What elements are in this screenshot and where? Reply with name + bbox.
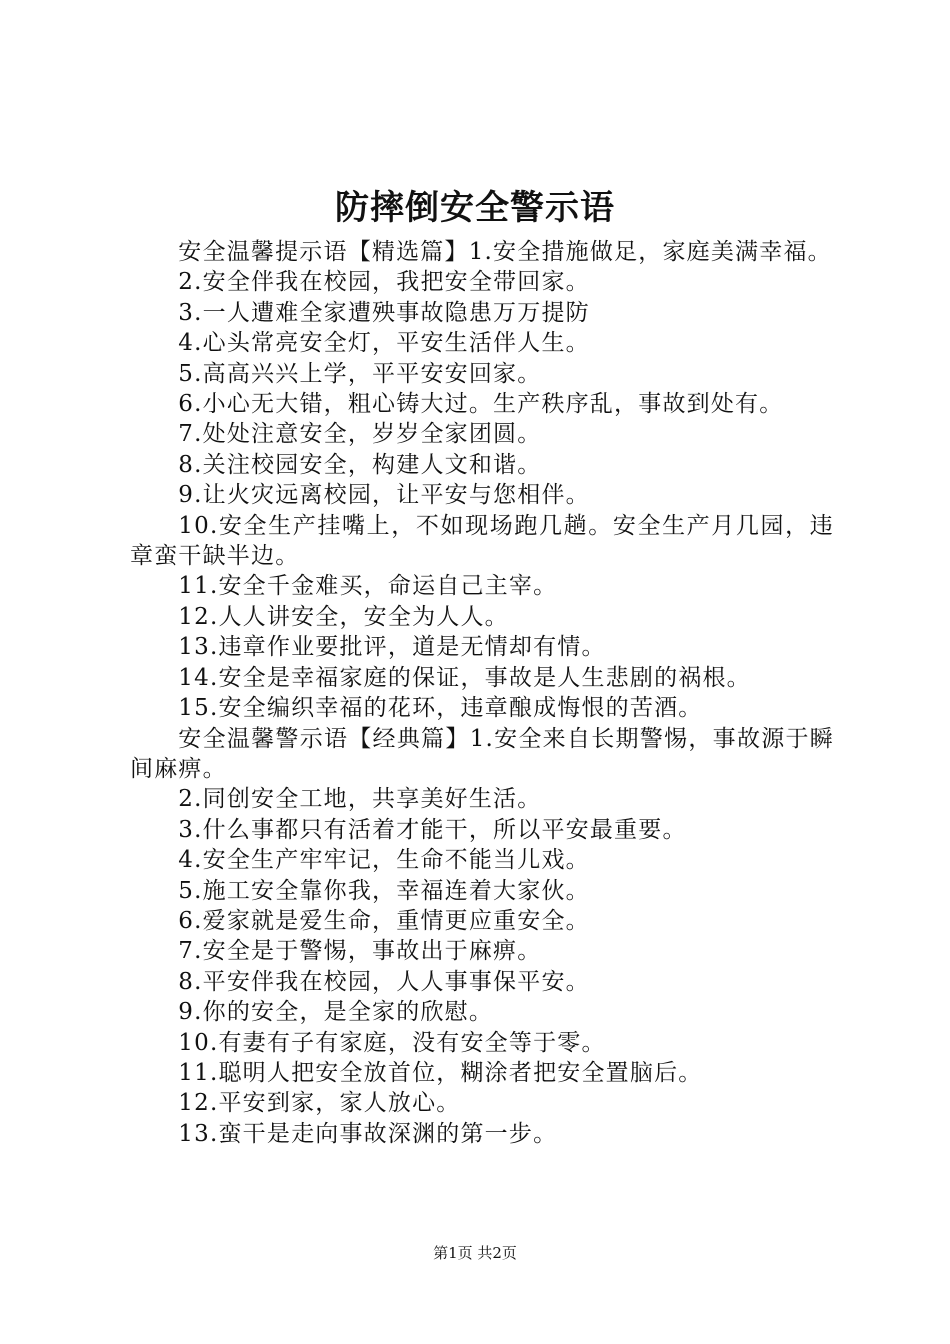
- paragraph: 6.小心无大错，粗心铸大过。生产秩序乱，事故到处有。: [178, 391, 784, 418]
- paragraph: 9.你的安全，是全家的欣慰。: [178, 999, 494, 1026]
- paragraph: 2.安全伴我在校园，我把安全带回家。: [178, 269, 590, 296]
- paragraph: 15.安全编织幸福的花环，违章酿成悔恨的苦酒。: [178, 695, 703, 722]
- paragraph: 14.安全是幸福家庭的保证，事故是人生悲剧的祸根。: [178, 664, 751, 691]
- paragraph: 2.同创安全工地，共享美好生活。: [178, 786, 542, 813]
- paragraph: 4.心头常亮安全灯，平安生活伴人生。: [178, 330, 590, 357]
- paragraph: 13.蛮干是走向事故深渊的第一步。: [178, 1120, 558, 1147]
- paragraph: 8.关注校园安全，构建人文和谐。: [178, 451, 542, 478]
- paragraph: 11.聪明人把安全放首位，糊涂者把安全置脑后。: [178, 1059, 703, 1086]
- page-footer: 第1页 共2页: [433, 1244, 517, 1262]
- paragraph: 安全温馨提示语【精选篇】1.安全措施做足，家庭美满幸福。: [178, 239, 832, 265]
- document-body: [130, 237, 834, 1149]
- paragraph: 6.爱家就是爱生命，重情更应重安全。: [178, 907, 590, 934]
- paragraph: 安全温馨警示语【经典篇】1.安全来自长期警惕，事故源于瞬间麻痹。: [130, 725, 834, 782]
- paragraph: 5.高高兴兴上学，平平安安回家。: [178, 360, 542, 387]
- paragraph: 7.安全是于警惕，事故出于麻痹。: [178, 938, 542, 965]
- paragraph: 9.让火灾远离校园，让平安与您相伴。: [178, 482, 590, 509]
- paragraph: 13.违章作业要批评，道是无情却有情。: [178, 634, 606, 661]
- paragraph: 8.平安伴我在校园，人人事事保平安。: [178, 968, 590, 995]
- paragraph: 5.施工安全靠你我，幸福连着大家伙。: [178, 877, 590, 904]
- document-title: 防摔倒安全警示语: [335, 188, 615, 228]
- paragraph: 12.平安到家，家人放心。: [178, 1090, 461, 1117]
- paragraph: 11.安全千金难买，命运自己主宰。: [178, 573, 558, 600]
- paragraph: 12.人人讲安全，安全为人人。: [178, 603, 509, 630]
- paragraph: 4.安全生产牢牢记，生命不能当儿戏。: [178, 847, 590, 874]
- paragraph: 3.什么事都只有活着才能干，所以平安最重要。: [178, 816, 687, 843]
- paragraph: 3.一人遭难全家遭殃事故隐患万万提防: [178, 299, 590, 326]
- paragraph: 7.处处注意安全，岁岁全家团圆。: [178, 421, 542, 448]
- paragraph: 10.安全生产挂嘴上，不如现场跑几趟。安全生产月几园，违章蛮干缺半边。: [130, 512, 834, 570]
- paragraph: 10.有妻有子有家庭，没有安全等于零。: [178, 1029, 606, 1056]
